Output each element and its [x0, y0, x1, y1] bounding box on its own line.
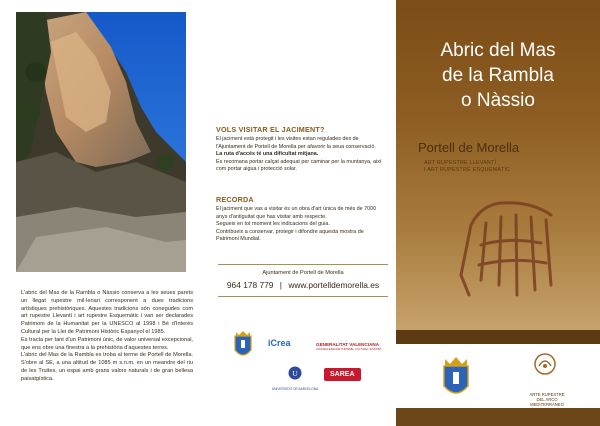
generalitat-logo	[316, 342, 388, 351]
intro-paragraph-3: L'abric del Mas de la Rambla es troba al terme de Portell de Morella. S'obre al SE, a una altitud de 1085 m s.n.m. en un meandre del riu de les Truites, un espai amb grans valors naturals i de gran bellesa paisatgística.	[21, 352, 193, 382]
rock-art-icon	[451, 185, 571, 320]
svg-text:U: U	[292, 370, 298, 378]
remember-line-3: Contribueix a conservar, protegir i difondre aquesta mostra de Patrimoni Mundial.	[216, 228, 364, 243]
intro-text	[21, 290, 193, 384]
divider-bottom	[218, 296, 388, 297]
left-panel	[0, 0, 200, 426]
title-line-2: de la Rambla	[442, 65, 554, 86]
sponsor-logos	[220, 328, 390, 418]
arco-caption-1: ARTE RUPESTRE	[529, 392, 565, 397]
middle-panel	[200, 0, 396, 426]
cover-panel	[396, 0, 600, 426]
visit-line-3: Es recomana portar calçat adequat per caminar per la muntanya, així com portar aigua i protecció solar.	[216, 158, 382, 173]
tag-1: ART RUPESTRE LLEVANTÍ	[424, 160, 497, 166]
arco-caption-3: MEDITERRÁNEO	[530, 402, 564, 407]
intro-paragraph-2: Es tracta per tant d'un Patrimoni únic, de valor universal excepcional, que ens obre una finestra a la prehistòria d'aquestes terres.	[21, 336, 193, 351]
portell-coat-of-arms-icon	[440, 354, 472, 402]
contact-block	[218, 270, 388, 290]
portell-coat-of-arms-icon	[232, 330, 254, 365]
remember-line-1: El jaciment que vas a visitar és un obra d'art única de més de 7000 anys d'antiguitat que has visitar amb respecte.	[216, 206, 377, 220]
website-link[interactable]: www.portelldemorella.es	[288, 280, 380, 290]
arco-mediterraneo-icon	[533, 352, 557, 376]
cover-subtitle: Portell de Morella	[418, 140, 520, 155]
arco-caption-2: DEL ARCO	[536, 397, 558, 402]
visit-section	[216, 125, 386, 174]
generalitat-name: GENERALITAT VALENCIANA	[316, 342, 380, 347]
ub-name: UNIVERSITAT DE BARCELONA	[271, 387, 319, 391]
cover-footer-band	[396, 408, 600, 426]
title-line-1: Abric del Mas	[440, 40, 556, 61]
remember-title: RECORDA	[216, 195, 254, 204]
cover-tags	[424, 160, 510, 174]
visit-title: VOLS VISITAR EL JACIMENT?	[216, 125, 325, 134]
remember-section	[216, 195, 386, 244]
sarea-logo: SAREA	[324, 368, 361, 381]
visit-line-1: El jaciment està protegit i les visites estan regulades des de l'Ajuntament de Portell de Morella per afavorir la seua conservació.	[216, 136, 376, 150]
tag-2: I ART RUPESTRE ESQUEMÀTIC	[424, 167, 511, 173]
contact-separator: |	[279, 280, 282, 290]
arco-caption	[512, 392, 582, 407]
intro-paragraph-1: L'abric del Mas de la Rambla o Nàssio conserva a les seues parets un llegat rupestre mil·lenari corresponent a dues tradicions artístiques prehistòriques. Aquestes tradicions són conegudes com art rupestre Llevantí i art rupestre Esquemàtic i van ser declarades Patrimoni de la Humanitat per la UNESCO al 1998 i Bé d'Interés Cultural per la Llei de Patrimoni Històric Espanyol el 1985.	[21, 290, 193, 335]
contact-label: Ajuntament de Portell de Morella	[262, 270, 344, 276]
generalitat-sub: CONSELLERIA DE TURISME, CULTURA I ESPORT	[316, 347, 382, 351]
cliff-photo	[16, 12, 186, 272]
cover-band	[396, 330, 600, 344]
divider-top	[218, 264, 388, 265]
cover-title	[396, 38, 600, 113]
visit-line-2: La ruta d'accés té una dificultat mitjana.	[216, 151, 319, 158]
ub-logo	[270, 364, 320, 391]
icrea-logo: iCrea	[268, 338, 291, 348]
remember-line-2: Segueix en tot moment les indicacions del guia.	[216, 221, 330, 228]
title-line-3: o Nàssio	[461, 90, 535, 111]
phone-number[interactable]: 964 178 779	[226, 280, 274, 290]
